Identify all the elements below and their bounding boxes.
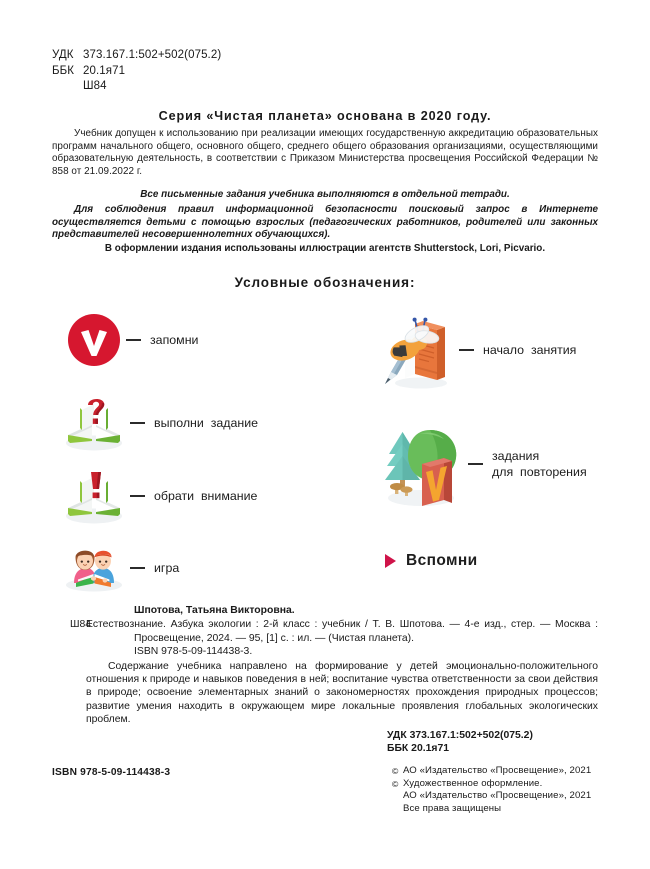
revision-line-1: задания [492, 449, 540, 463]
book-question-mark-icon [62, 394, 126, 452]
biblio-bbk: ББК 20.1я71 [387, 742, 450, 754]
biblio-sigla: Ш84 [70, 619, 92, 631]
biblio-codes [387, 729, 598, 755]
legend-item-recall [385, 553, 478, 569]
copyright-text: Художественное оформление. [403, 777, 543, 789]
copyright-mark-spacer [392, 803, 403, 816]
legend-label-recall: Вспомни [406, 552, 478, 569]
legend-section [0, 300, 650, 600]
legend-label-remember: запомни [150, 333, 199, 347]
biblio-description-wrap [52, 618, 598, 645]
red-circle-check-icon [66, 312, 122, 368]
footer-isbn: ISBN 978-5-09-114438-3 [52, 767, 171, 778]
legend-dash [130, 495, 145, 497]
bibliographic-record [52, 604, 598, 755]
copyright-block [392, 765, 591, 815]
copyright-line [392, 765, 591, 778]
legend-item-remember [66, 312, 198, 368]
biblio-udk: УДК 373.167.1:502+502(075.2) [387, 729, 533, 741]
biblio-isbn: ISBN 978-5-09-114438-3. [134, 646, 253, 658]
note-illustrations: В оформлении издания использованы иллюстрации агентств Shutterstock, Lori, Picvario. [104, 243, 546, 254]
book-exclamation-mark-icon [62, 467, 126, 525]
copyright-line [392, 790, 591, 803]
trees-checkmark-icon [378, 420, 464, 508]
copyright-mark-icon: © [392, 766, 399, 776]
legend-item-attention [62, 467, 257, 525]
legend-label-do-task: выполни задание [154, 416, 259, 430]
accreditation-paragraph [52, 128, 598, 178]
biblio-author: Шпотова, Татьяна Викторовна. [134, 605, 295, 616]
copyright-text: Все права защищены [403, 802, 502, 814]
classification-codes [52, 48, 221, 95]
legend-dash [459, 349, 474, 351]
legend-title: Условные обозначения: [234, 275, 416, 290]
revision-line-2: для повторения [492, 465, 587, 479]
legend-dash [130, 422, 145, 424]
legend-dash [130, 567, 145, 569]
sigla-label [52, 79, 83, 95]
legend-label-lesson-start: начало занятия [483, 343, 577, 357]
bbk-value: 20.1я71 [83, 64, 126, 77]
legend-item-game [62, 543, 179, 593]
legend-item-do-task [62, 394, 258, 452]
copyright-text: АО «Издательство «Просвещение», 2021 [403, 765, 592, 776]
legend-label-game: игра [154, 561, 180, 575]
play-triangle-icon [385, 554, 396, 568]
legend-label-attention: обрати внимание [154, 489, 258, 503]
accreditation-text: Учебник допущен к использованию при реализации имеющих государственную аккредитацию образовательных программ начального общего, основного общего, среднего общего образования организациями, осуществляющими образовательную деятельность, в соответствии с Приказом Министерства просвещения Российской Федерации № 858 от 21.09.2022 г. [52, 128, 598, 177]
copyright-line [392, 778, 591, 791]
legend-dash [468, 463, 483, 465]
legend-item-lesson-start [379, 310, 576, 390]
bbk-label: ББК [52, 64, 75, 77]
code-row-sigla [52, 79, 221, 95]
series-heading: Серия «Чистая планета» основана в 2020 году. [158, 109, 492, 123]
code-row-udk [52, 48, 221, 64]
copyright-mark-icon: © [392, 778, 399, 789]
udk-value: 373.167.1:502+502(075.2) [83, 49, 222, 61]
legend-label-revision-tasks [492, 448, 587, 480]
udk-label: УДК [52, 49, 74, 61]
two-children-reading-icon [62, 543, 126, 593]
note-internet-safety: Для соблюдения правил информационной безопасности поисковый запрос в Интернете осуществляется детьми с помощью взрослых (педагогических работников, родителей или законных представителей несовершеннолетних обучающихся). [52, 204, 598, 241]
legend-dash [126, 339, 141, 341]
biblio-description: Естествознание. Азбука экологии : 2-й класс : учебник / Т. В. Шпотова. — 4-е изд., стер. — Москва : Просвещение, 2024. — 95, [1] с. : ил. — (Чистая планета). [86, 619, 598, 644]
sigla-value: Ш84 [83, 80, 107, 92]
code-row-bbk [52, 64, 221, 80]
legend-item-revision-tasks [378, 420, 587, 508]
copyright-mark-spacer [392, 790, 403, 803]
copyright-line [392, 803, 591, 816]
note-written-tasks: Все письменные задания учебника выполняются в отдельной тетради. [140, 189, 510, 200]
biblio-annotation: Содержание учебника направлено на формирование у детей эмоционально-положительного отношения к природе и навыков поведения в ней; воспитание чувства ответственности за свои действия в природе; освоение элементарных знаний о закономерностях прохождения природных процессов; развитие умения находить в окружающем мире локальные проявления глобальных экологических проблем. [86, 660, 598, 726]
copyright-text: АО «Издательство «Просвещение», 2021 [403, 790, 592, 802]
bee-book-pencil-icon [379, 310, 455, 390]
